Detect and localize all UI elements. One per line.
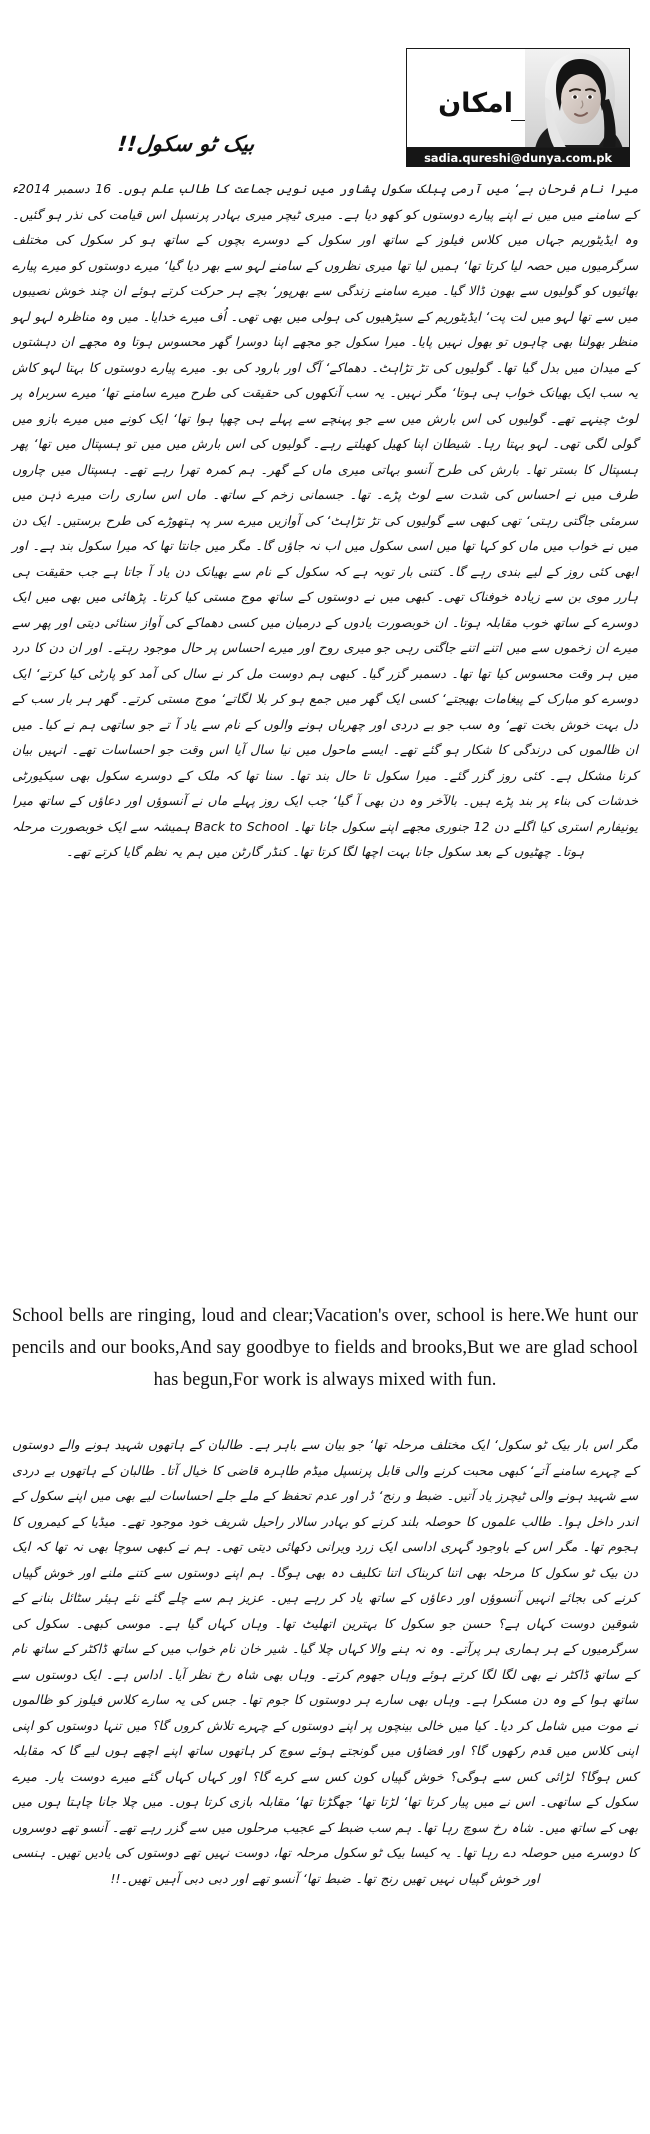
- column-masthead: [406, 48, 630, 148]
- article-body-part-1: میرا نام فرحان ہے‘ میں آرمی پبلک سکول پشاور میں نویں جماعت کا طالب علم ہوں۔ 16 دسمبر 2014ء کے سامنے میں میں نے اپنے پیارے دوستوں کو کھو دیا ہے۔ میری ٹیچر میری بہادر پرنسپل اس قیامت کی نذر ہو گئیں۔ وہ ایڈیٹوریم جہاں میں کلاس فیلوز کے ساتھ اور سکول کے دوسرے بچوں کے ساتھ ہو کر سکول کی مختلف سرگرمیوں میں حصہ لیا کرتا تھا‘ ہمیں لیا تھا میری نظروں کے سامنے لہو سے بھر دیا گیا‘ میرے دوستوں کو میرے پیارے بھائیوں کو گولیوں سے بھون ڈالا گیا۔ میرے سامنے زندگی سے بھرپور‘ بچے ہر حرکت کرتے ہوئے ان چند خوش نصیبوں میں سے تھا لہو میں لت پت‘ ایڈیٹوریم کے سیڑھیوں کی ہولی میں بھی تھی۔ اُف میرے خدایا۔ میں وہ مناظرہ لہو لہو منظر بھولنا بھی چاہوں تو بھول نہیں پایا۔ میرا سکول جو مجھے اپنا دوسرا گھر محسوس ہوتا وہ مجھے ان دہشتوں کے میدان میں بدل گیا تھا۔ گولیوں کی تڑ تڑاہٹ۔ دھماکے‘ آگ اور بارود کی بو۔ میرے پیارے دوستوں کا بہتا لہو کاش یہ سب ایک بھیانک خواب ہی ہوتا‘ مگر نہیں۔ یہ سب آنکھوں کی حقیقت کی طرح میرے سامنے تھا‘ میرے سربراہ پر لوٹ چینہے تھے۔ گولیوں کی اس بارش میں سے جو پہنچے سے پہلے ہی چھپا ہوا تھا‘ ایک کونے میں میرے بازو میں گولی لگی تھی۔ لہو بہتا رہا۔ شیطان اپنا کھیل کھیلتے رہے۔ گولیوں کی اس بارش میں میں تو ہسپتال میں تھا‘ پھر ہسپتال کا بستر تھا۔ بارش کی طرح آنسو بہاتی میری ماں کے گھر۔ ہم کمرہ تھرا رہے تھے۔ ہسپتال میں چاروں طرف میں نے احساس کی شدت سے لوٹ پڑے۔ تھا۔ جسمانی زخم کے ساتھ۔ ماں اس ساری رات میرے ذہن میں سرمئی جاگتی رہتی‘ تھی کبھی سے گولیوں کی تڑ تڑاہٹ‘ کی آوازیں میرے سر پہ ہتھوڑے کی طرح برستیں۔ ایک دن میں نے خواب میں ماں کو کہا تھا میں اسی سکول میں اب نہ جاؤں گا۔ مگر میں جانتا تھا کہ میرا سکول بند ہے۔ اور ابھی کئی روز کے لیے بندی رہے گا۔ کتنی بار توبہ ہے کہ سکول کے نام سے بھیانک دن یاد آ جاتا ہے جب حقیقت ہی ہارر موی بن سے زیادہ خوفناک تھی۔ کبھی میں نے دوستوں کے ساتھ موج مستی کیا کرتا۔ پڑھائی میں بھی میں ایک دوسرے کے ساتھ خوب مقابلہ ہوتا۔ ان خوبصورت یادوں کے درمیان میں کسی دھماکے کی آواز سنائی دیتی اور پھر سے میرے ان زخموں سے میں اتنے اتنے جاگتی رہی جو میری روح اور میرے احساس پر حال موجود رہتے۔ اور ان دن کا درد میں ہر وقت محسوس کیا تھا تھا۔ دسمبر گزر گیا۔ کبھی ہم دوست مل کر نے سال کی آمد کو پارٹی کیا کرتے‘ ایک دوسرے کو مبارک کے پیغامات بھیجتے‘ کسی ایک گھر میں جمع ہو کر بلا لگاتے‘ موج مستی کرتے۔ گھر ہر بار سب کے دل بہت خوش بخت تھے‘ وہ سب جو بے دردی اور چھریاں ہونے والوں کے نام سے یاد آ تے جو ساتھی ہم نے کیا۔ میں ان ظالموں کی درندگی کا شکار ہو گئے تھے۔ ایسے ماحول میں نیا سال آیا اس وقت جو احساسات تھے۔ انہیں بیان کرنا مشکل ہے۔ کئی روز گزر گئے۔ میرا سکول تا حال بند تھا۔ سنا تھا کہ ملک کے دوسرے سکول بھی سیکیورٹی خدشات کی بناء پر بند پڑے ہیں۔ بالآخر وہ دن بھی آ گیا‘ جب ایک روز پہلے ماں نے آنسوؤں اور دعاؤں کے ساتھ میرا یونیفارم استری کیا اگلے دن 12 جنوری مجھے اپنے سکول جانا تھا۔ Back to School ہمیشہ سے ایک خوبصورت مرحلہ ہوتا۔ چھٹیوں کے بعد سکول جانا بہت اچھا لگا کرتا تھا۔ کنڈر گارٹن میں ہم یہ نظم گایا کرتے تھے۔: [12, 181, 638, 859]
- author-photo: [525, 49, 629, 148]
- masthead-inner: [407, 49, 629, 147]
- column-title: امکان: [438, 88, 513, 119]
- article-body-part-2: مگر اس بار بیک ٹو سکول‘ ایک مختلف مرحلہ تھا‘ جو بیان سے باہر ہے۔ طالبان کے ہاتھوں شہید ہونے والے دوستوں کے چہرے سامنے آتے‘ کبھی محبت کرنے والی قابل پرنسپل میڈم طاہرہ قاضی کا خیال آتا۔ طالبان کے ہاتھوں بے دردی سے شہید ہونے والی ٹیچرز یاد آتیں۔ ضبط و رنج‘ ڈر اور عدم تحفظ کے ملے جلے احساسات لیے بھی میں اپنے سکول کے اندر داخل ہوا۔ طالب علموں کا حوصلہ بلند کرنے کو بہادر سالار راحیل شریف خود موجود تھے۔ میڈیا کے کیمروں کا ہجوم تھا۔ مگر اس کے باوجود گہری اداسی ایک زرد ویرانی دکھائی دیتی تھی۔ ہم نے کبھی سوچا بھی نہ تھا کہ ایک دن بیک ٹو سکول کا مرحلہ بھی اتنا کربناک اتنا تکلیف دہ بھی ہوگا۔ ہم اپنے دوستوں سے کتنے ملنے اور خوش گپیاں کرنے کی بجائے انہیں آنسوؤں اور دعاؤں کے ساتھ یاد کر رہے ہیں۔ عزیز ہم سے چلے گئے نئے ہیئر سٹائل بنانے کے شوقین دوست کہاں ہے؟ حسن جو سکول کا بہترین اتھلیٹ تھا۔ وہاں کہاں گیا ہے۔ موسی کبھی۔ سکول کی سرگرمیوں کے ہر ہماری ہر پرآتے۔ وہ نہ ہنے والا کہاں چلا گیا۔ شیر خان نام خواب میں کے ساتھ ڈاکٹر کے ساتھ نام کے ساتھ ڈاکٹر نے بھی لگا لگا کرتے ہوئے وہاں جھوم کرتے۔ وہاں بھی شاہ رخ نظر آیا۔ اداس ہے۔ ایک دوستوں سے ساتھ ہوا کے وہ دن مسکرا ہے۔ وہاں بھی سارے ہر دوستوں کا جوم تھا۔ جس کی یہ سارے کلاس فیلوز کو ظالموں نے موت میں شامل کر دیا۔ کیا میں خالی بینچوں پر اپنے دوستوں کے چہرے تلاش کروں گا؟ میں تنہا دوستوں کو اپنی اپنی کلاس میں قدم رکھوں گا؟ اور فضاؤں میں گونجتے ہوئے سوچ کر ہاتھوں ساتھ اپنے اچھے ہوں لیے گا کہ مقابلہ کس ہوگا؟ لڑائی کس سے ہوگی؟ خوش گپیاں کون کس سے کرے گا؟ اور کہاں کہاں گئے میرے دوست یار۔ میرے سکول کے ساتھی۔ اس نے میں پیار کرتا تھا‘ لڑتا تھا‘ جھگڑتا تھا‘ مقابلہ بازی کرتا ہوں۔ میں چلا جانا چاہتا ہوں میں بھی کے ساتھ میں۔ شاہ رخ سوچ رہا تھا۔ ہم سب ضبط کے عجیب مرحلوں میں سے گزر رہے تھے۔ آنسو تھے دوسروں کا دوسرے میں حوصلہ دے رہا تھا۔ یہ کیسا بیک ٹو سکول مرحلہ تھا، دوست نہیں تھے دوستوں کی یادیں تھیں۔ ہنسی اور خوش گپیاں نہیں تھیں رنج تھا۔ ضبط تھا‘ آنسو تھے اور دبی دبی آہیں تھیں۔!!: [12, 1437, 638, 1886]
- author-email-bar[interactable]: sadia.qureshi@dunya.com.pk: [406, 148, 630, 167]
- page-title: بیک ٹو سکول!!: [116, 132, 256, 157]
- english-poem: School bells are ringing, loud and clear;Vacation's over, school is here.We hunt our pencils and our books,And say goodbye to fields and brooks,But we are glad school has begun,For work is always mixed with fun.: [12, 1306, 638, 1390]
